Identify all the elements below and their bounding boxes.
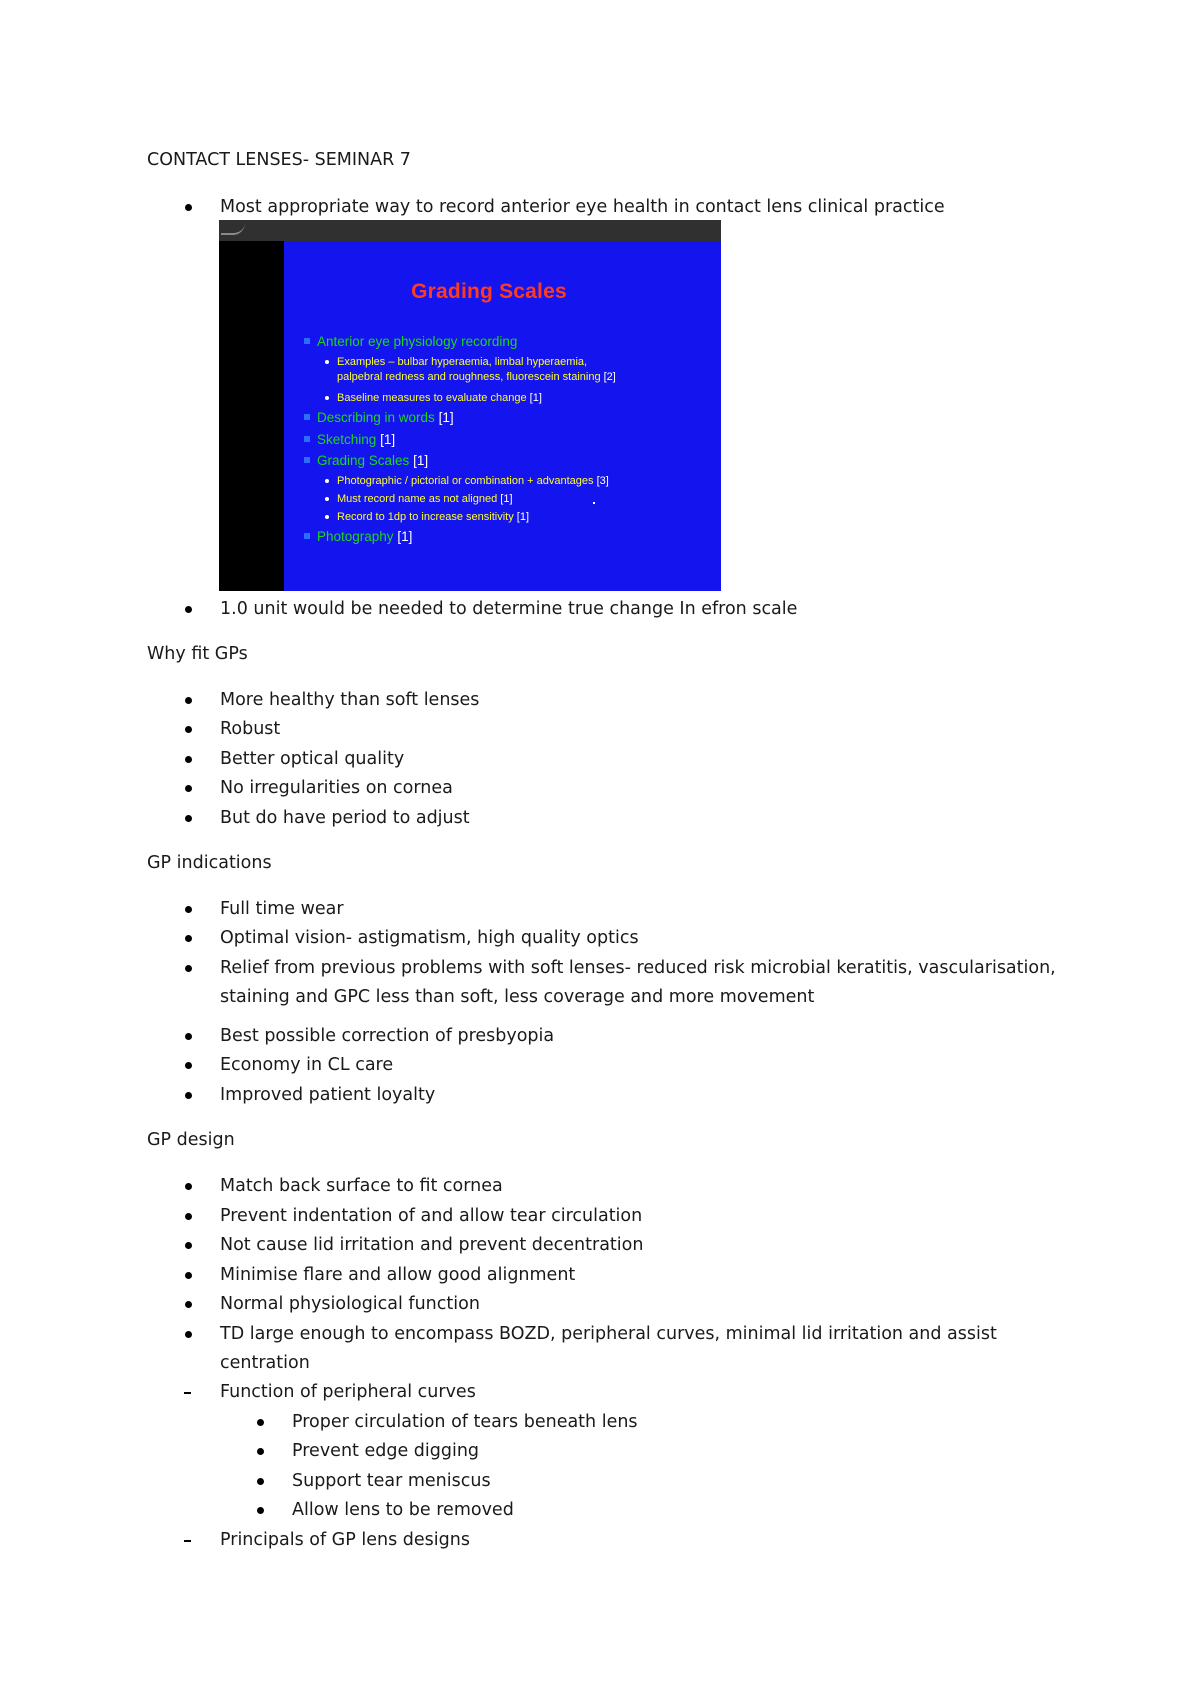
list-item	[180, 1324, 1060, 1378]
slide-bullet-text: Anterior eye physiology recording	[317, 334, 518, 349]
slide-reference: [1]	[380, 432, 396, 447]
list-item	[180, 808, 1060, 833]
bullet-icon	[180, 1176, 220, 1196]
bullet-icon	[180, 778, 220, 798]
list-item	[180, 928, 1060, 953]
slide-sub-bullet	[337, 391, 542, 406]
dash-icon	[180, 1382, 220, 1402]
bullet-icon	[180, 1235, 220, 1255]
dot-bullet-icon	[325, 497, 329, 501]
square-bullet-icon	[304, 436, 310, 442]
square-bullet-icon	[304, 457, 310, 463]
dot-bullet-icon	[325, 479, 329, 483]
bullet-icon	[180, 899, 220, 919]
slide-bullet	[317, 410, 454, 425]
list-item	[180, 899, 1060, 924]
list-item-text: Not cause lid irritation and prevent decentration	[220, 1235, 644, 1255]
slide-bullet-text: Sketching	[317, 432, 377, 447]
slide-bullet-text: Grading Scales	[317, 453, 410, 468]
list-item-text: 1.0 unit would be needed to determine true change In efron scale	[220, 599, 798, 619]
sub-list-item	[252, 1412, 1052, 1437]
list-item-text: Most appropriate way to record anterior eye health in contact lens clinical practice	[220, 197, 945, 217]
slide-reference: [1]	[438, 410, 454, 425]
bullet-icon	[180, 690, 220, 710]
slide-sub-bullet	[337, 510, 529, 525]
sub-list-item-text: Allow lens to be removed	[292, 1500, 514, 1520]
slide-reference: [3]	[596, 475, 609, 487]
dash-item-text: Principals of GP lens designs	[220, 1530, 470, 1550]
slide-reference: [2]	[603, 371, 616, 383]
slide-reference: [1]	[397, 529, 413, 544]
list-item	[180, 1176, 1060, 1201]
slide-reference: [1]	[413, 453, 429, 468]
list-item	[180, 1235, 1060, 1260]
dash-icon	[180, 1530, 220, 1550]
slide-left-bar	[219, 241, 284, 591]
bullet-icon	[180, 1055, 220, 1075]
dash-item	[180, 1530, 1060, 1555]
list-item	[180, 1206, 1060, 1231]
slide-reference: [1]	[529, 392, 542, 404]
list-item	[180, 1085, 1060, 1110]
section-heading: Why fit GPs	[147, 644, 248, 664]
list-item-text: Best possible correction of presbyopia	[220, 1026, 555, 1046]
bullet-icon	[180, 599, 220, 619]
dash-item-text: Function of peripheral curves	[220, 1382, 476, 1402]
list-item-text: More healthy than soft lenses	[220, 690, 480, 710]
dot-bullet-icon	[325, 515, 329, 519]
list-item	[180, 1294, 1060, 1319]
slide-image-grading-scales	[219, 220, 721, 591]
slide-bullet	[317, 432, 395, 447]
bullet-icon	[180, 197, 220, 217]
square-bullet-icon	[304, 338, 310, 344]
slide-bullet-text: Photographic / pictorial or combination + advantages	[337, 475, 594, 487]
list-item	[180, 749, 1060, 774]
bullet-icon	[252, 1412, 292, 1432]
list-item	[180, 958, 1060, 1012]
bullet-icon	[180, 1206, 220, 1226]
dash-item	[180, 1382, 1060, 1407]
bullet-icon	[180, 1026, 220, 1046]
list-item	[180, 690, 1060, 715]
slide-bullet-text: Must record name as not aligned	[337, 493, 498, 505]
sub-list-item	[252, 1471, 1052, 1496]
slide-bullet	[317, 334, 517, 349]
bullet-icon	[252, 1471, 292, 1491]
list-item-text: Minimise flare and allow good alignment	[220, 1265, 576, 1285]
bullet-icon	[180, 1265, 220, 1285]
dot-bullet-icon	[325, 396, 329, 400]
bullet-icon	[252, 1441, 292, 1461]
list-item-text: Optimal vision- astigmatism, high quality optics	[220, 928, 639, 948]
slide-stray-dot	[593, 502, 595, 504]
sub-list-item-text: Proper circulation of tears beneath lens	[292, 1412, 638, 1432]
list-item-text: Full time wear	[220, 899, 344, 919]
bullet-icon	[180, 958, 220, 978]
list-item-text: Prevent indentation of and allow tear circulation	[220, 1206, 643, 1226]
bullet-icon	[180, 928, 220, 948]
slide-bullet	[317, 529, 412, 544]
bullet-icon	[180, 808, 220, 828]
document-title: CONTACT LENSES- SEMINAR 7	[147, 150, 411, 170]
dot-bullet-icon	[325, 360, 329, 364]
list-item-text: Normal physiological function	[220, 1294, 480, 1314]
slide-bullet-text: palpebral redness and roughness, fluorescein staining	[337, 371, 601, 383]
list-item-text: Improved patient loyalty	[220, 1085, 436, 1105]
bullet-icon	[180, 1294, 220, 1314]
list-item	[180, 719, 1060, 744]
list-item-text: No irregularities on cornea	[220, 778, 453, 798]
slide-sub-bullet-continuation	[337, 370, 616, 385]
sub-list-item-text: Support tear meniscus	[292, 1471, 491, 1491]
bullet-icon	[180, 1324, 220, 1344]
list-item-text: TD large enough to encompass BOZD, peripheral curves, minimal lid irritation and assist centration	[220, 1324, 997, 1373]
slide-bullet-text: Record to 1dp to increase sensitivity	[337, 511, 514, 523]
list-item-text: Economy in CL care	[220, 1055, 394, 1075]
slide-reference: [1]	[516, 511, 529, 523]
slide-bullet	[317, 453, 428, 468]
sub-list-item-text: Prevent edge digging	[292, 1441, 480, 1461]
sub-list-item	[252, 1500, 1052, 1525]
list-item	[180, 1265, 1060, 1290]
list-item	[180, 599, 1060, 624]
square-bullet-icon	[304, 414, 310, 420]
slide-reference: [1]	[500, 493, 513, 505]
list-item	[180, 1055, 1060, 1080]
bullet-icon	[180, 749, 220, 769]
section-heading: GP design	[147, 1130, 235, 1150]
square-bullet-icon	[304, 533, 310, 539]
sub-list-item	[252, 1441, 1052, 1466]
slide-top-bar	[219, 220, 721, 241]
list-item-text: Match back surface to fit cornea	[220, 1176, 503, 1196]
list-item-text: Relief from previous problems with soft lenses- reduced risk microbial keratitis, vascularisation, staining and GPC less than soft, less coverage and more movement	[220, 958, 1056, 1007]
list-item	[180, 778, 1060, 803]
list-item	[180, 1026, 1060, 1051]
slide-bullet-text: Photography	[317, 529, 394, 544]
bullet-icon	[180, 1085, 220, 1105]
slide-bullet-text: Examples – bulbar hyperaemia, limbal hyperaemia,	[337, 356, 588, 368]
list-item-text: Better optical quality	[220, 749, 405, 769]
list-item-text: Robust	[220, 719, 281, 739]
bullet-icon	[252, 1500, 292, 1520]
slide-sub-bullet	[337, 492, 513, 507]
list-item-text: But do have period to adjust	[220, 808, 470, 828]
slide-bullet-text: Describing in words	[317, 410, 435, 425]
slide-sub-bullet	[337, 355, 587, 370]
bullet-icon	[180, 719, 220, 739]
section-heading: GP indications	[147, 853, 272, 873]
slide-bullet-text: Baseline measures to evaluate change	[337, 392, 527, 404]
slide-sub-bullet	[337, 474, 609, 489]
slide-title: Grading Scales	[411, 280, 567, 303]
list-item	[180, 197, 1060, 222]
